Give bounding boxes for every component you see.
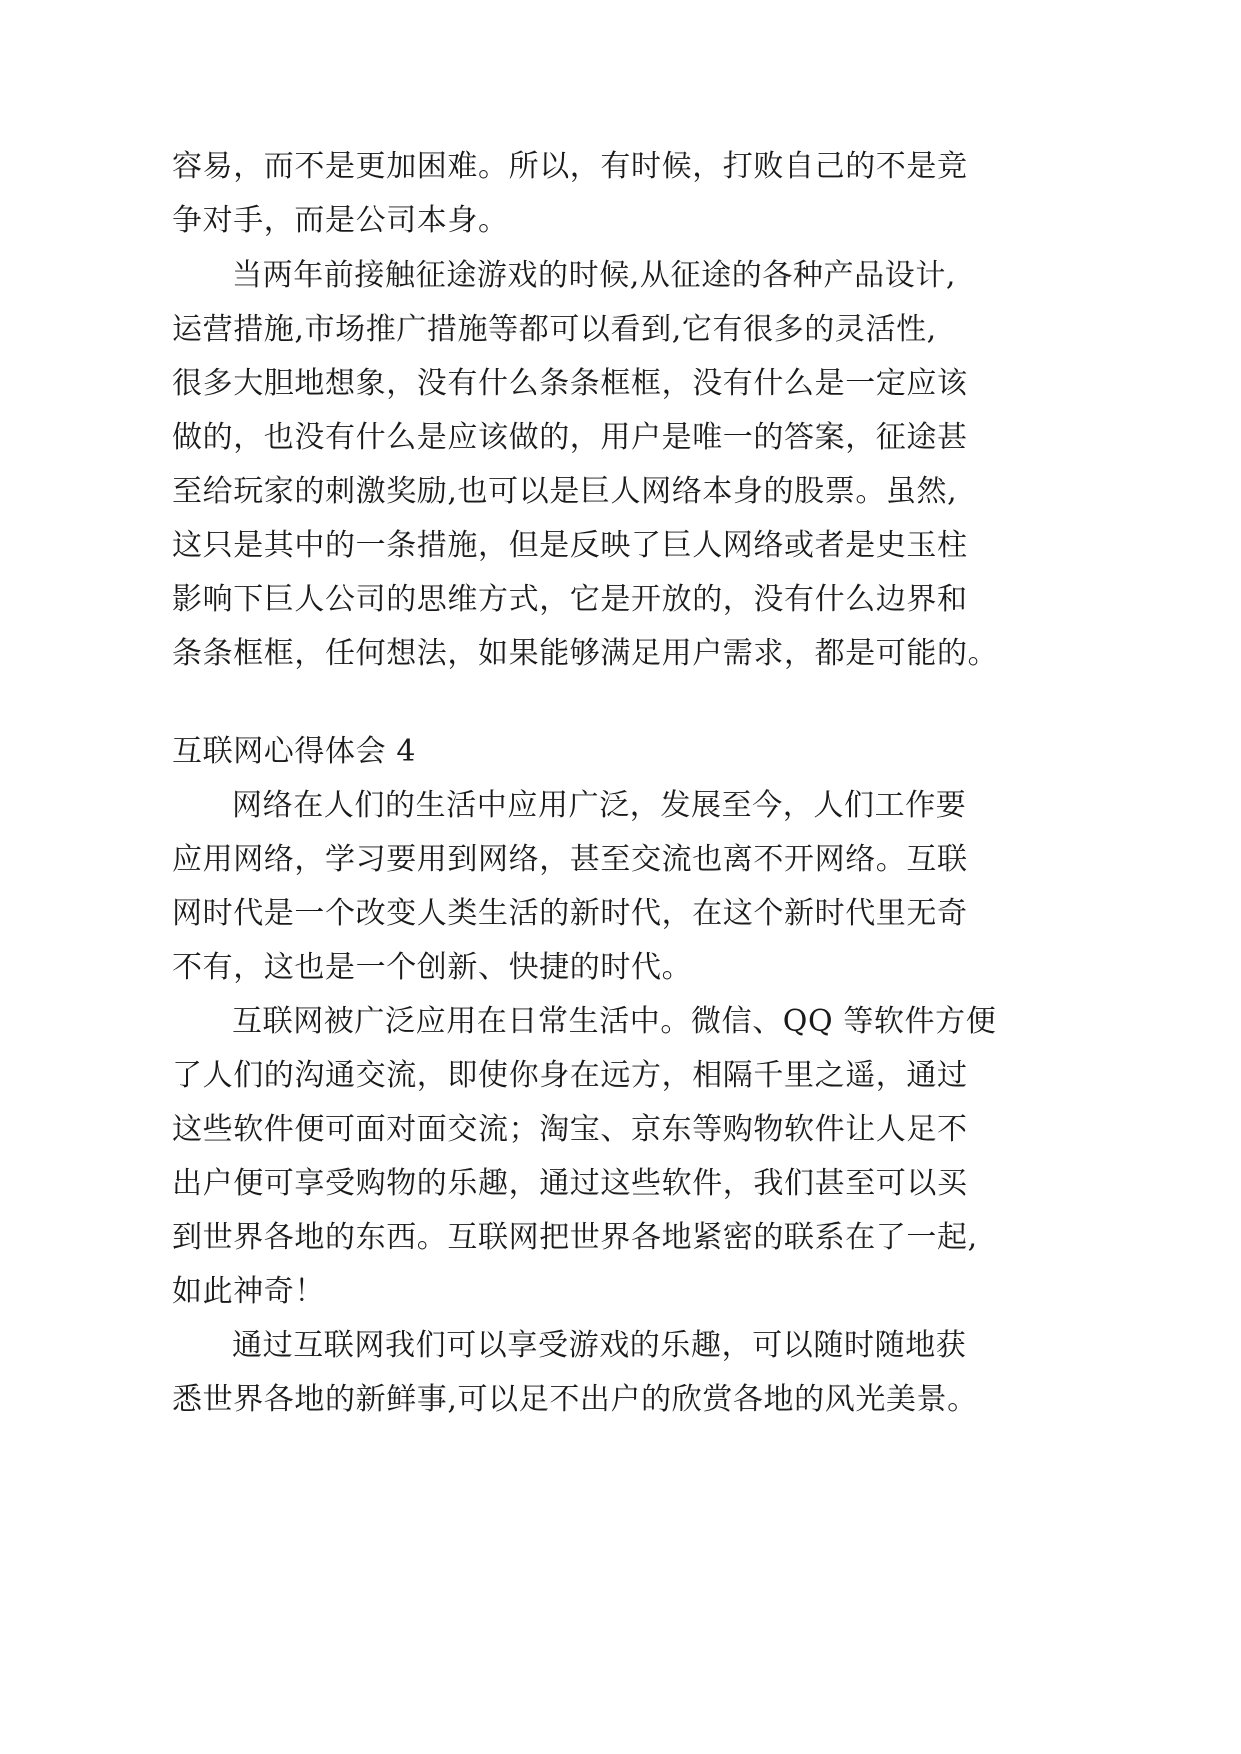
- paragraph-first-line: 当两年前接触征途游戏的时候,从征途的各种产品设计,: [232, 258, 957, 293]
- text-line: 出户便可享受购物的乐趣，通过这些软件，我们甚至可以买: [172, 1166, 968, 1201]
- text-line: 至给玩家的刺激奖励,也可以是巨人网络本身的股票。虽然,: [172, 474, 958, 509]
- text-line: 悉世界各地的新鲜事,可以足不出户的欣赏各地的风光美景。: [172, 1382, 978, 1417]
- text-line: 影响下巨人公司的思维方式，它是开放的，没有什么边界和: [172, 582, 968, 617]
- paragraph-first-line: 互联网被广泛应用在日常生活中。微信、QQ 等软件方便: [232, 1004, 997, 1039]
- text-line: 做的，也没有什么是应该做的，用户是唯一的答案，征途甚: [172, 420, 968, 455]
- text-line: 如此神奇！: [172, 1274, 325, 1309]
- text-line: 条条框框，任何想法，如果能够满足用户需求，都是可能的。: [172, 636, 999, 671]
- text-line: 运营措施,市场推广措施等都可以看到,它有很多的灵活性,: [172, 312, 937, 347]
- text-line: 不有，这也是一个创新、快捷的时代。: [172, 950, 693, 985]
- text-line: 这只是其中的一条措施，但是反映了巨人网络或者是史玉柱: [172, 528, 968, 563]
- text-line: 应用网络，学习要用到网络，甚至交流也离不开网络。互联: [172, 842, 968, 877]
- text-line: 了人们的沟通交流，即使你身在远方，相隔千里之遥，通过: [172, 1058, 968, 1093]
- text-line: 很多大胆地想象，没有什么条条框框，没有什么是一定应该: [172, 366, 968, 401]
- text-line: 网时代是一个改变人类生活的新时代，在这个新时代里无奇: [172, 896, 968, 931]
- paragraph-first-line: 通过互联网我们可以享受游戏的乐趣，可以随时随地获: [232, 1328, 967, 1363]
- text-line: 这些软件便可面对面交流；淘宝、京东等购物软件让人足不: [172, 1112, 968, 1147]
- section-heading: 互联网心得体会 4: [172, 734, 417, 769]
- text-line: 争对手，而是公司本身。: [172, 203, 509, 238]
- text-line: 容易，而不是更加困难。所以，有时候，打败自己的不是竞: [172, 149, 968, 184]
- paragraph-first-line: 网络在人们的生活中应用广泛，发展至今，人们工作要: [232, 788, 967, 823]
- text-line: 到世界各地的东西。互联网把世界各地紧密的联系在了一起,: [172, 1220, 978, 1255]
